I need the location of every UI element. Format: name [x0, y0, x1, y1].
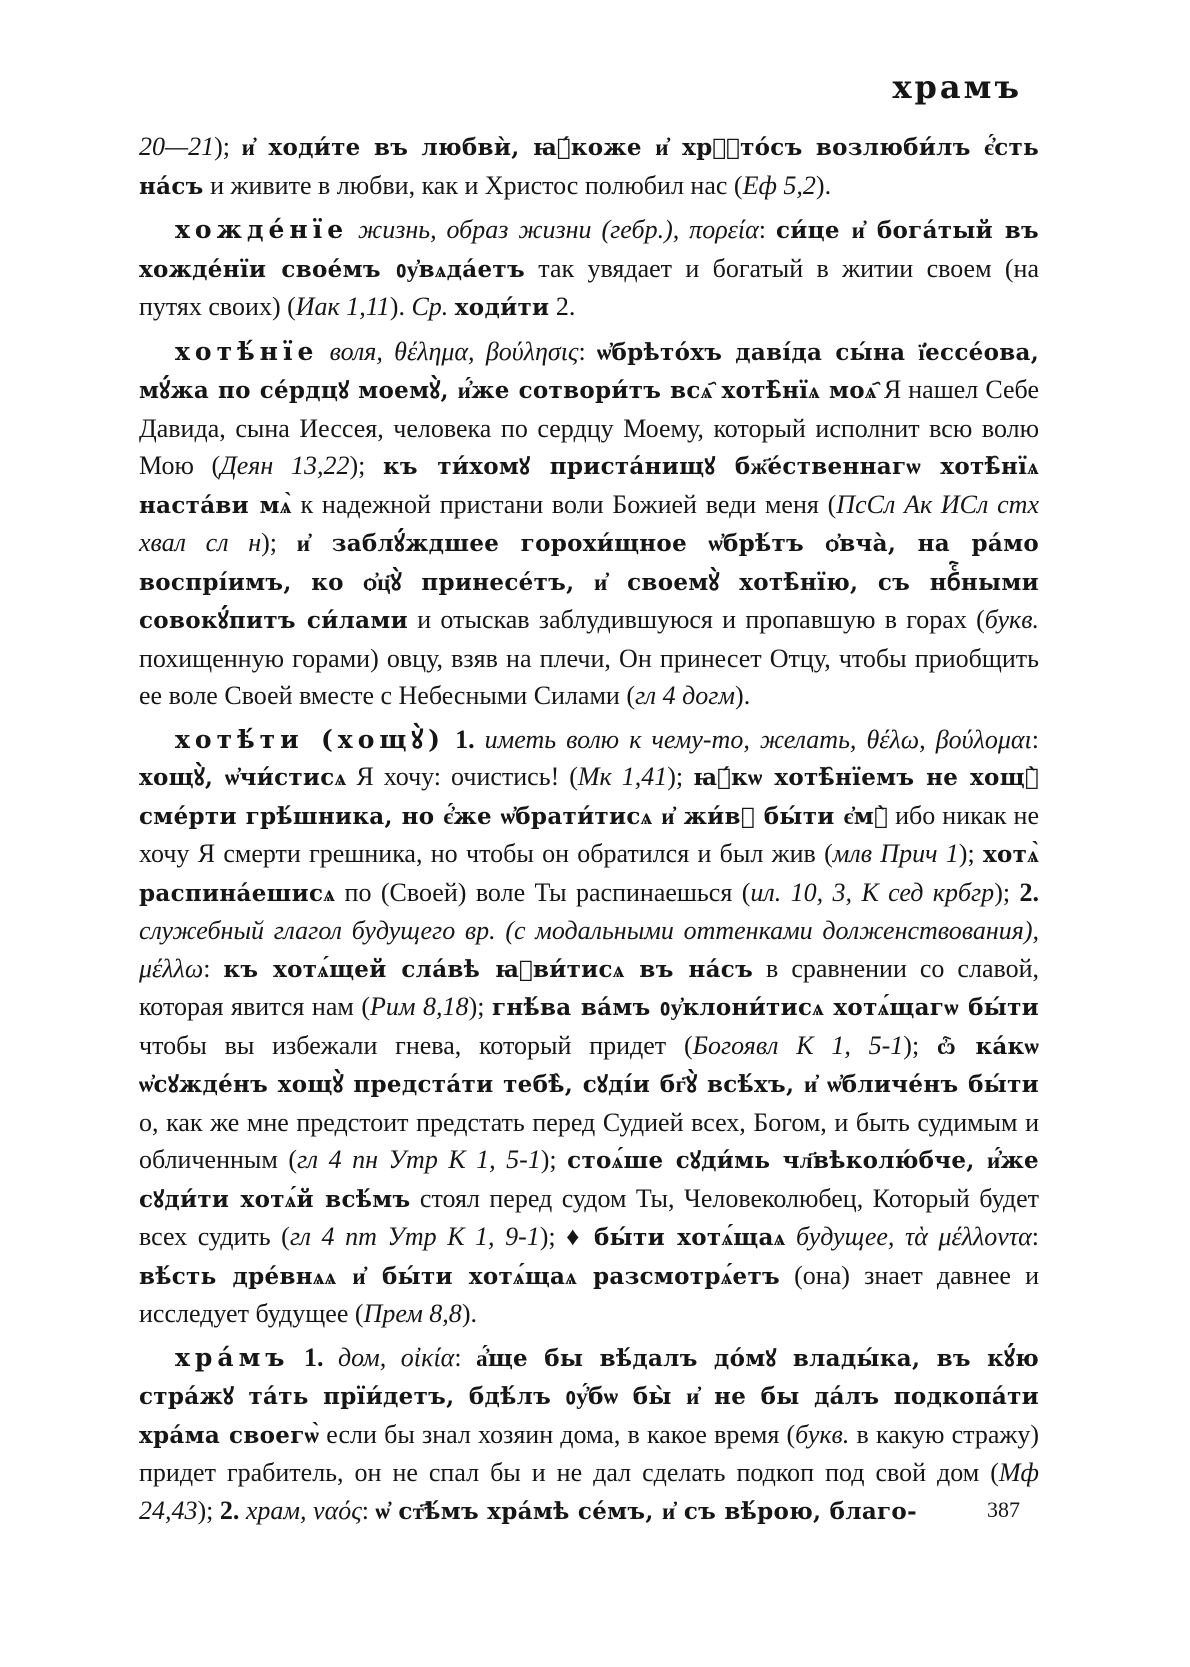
body-text: так увядает и богатый в житии своем (на путях своих) (	[139, 253, 1039, 321]
body-text: ); ♦	[539, 1222, 595, 1251]
church-slavonic-quote: ѡ҆брѣто́хъ даві́да сы́на ї҆ессе́ова, мꙋ́жа по се́рдцꙋ моемꙋ̀, и҆́же сотвори́тъ всѧ҄ хотѣ̑нїѧ моѧ҄	[139, 338, 1040, 404]
body-text	[856, 725, 866, 754]
body-text: Я хочу: очистись! (	[346, 762, 578, 791]
italic-text: 20—21	[139, 132, 215, 161]
text-column	[139, 128, 1039, 1536]
body-text: );	[540, 1145, 568, 1174]
body-text: о, как же мне предстоит предстать перед Судией всех, Богом, и быть судимым и обличенным (	[139, 1107, 1039, 1174]
italic-text: дом,	[337, 1342, 387, 1372]
body-text: по (Своей) воле Ты распинаешься (	[335, 877, 751, 907]
italic-text: букв.	[984, 605, 1039, 634]
church-slavonic-quote: бы́ти хотѧ́щаѧ	[594, 1224, 786, 1251]
italic-text: Прем 8,8	[363, 1299, 462, 1328]
greek-equivalent: ναός	[313, 1495, 362, 1525]
church-slavonic-quote: хотѧ̀ распина́ешисѧ	[139, 841, 1039, 907]
italic-text: Мф 24,43	[139, 1458, 1039, 1525]
greek-equivalent: τὰ μέλλοντα	[904, 1222, 1032, 1251]
body-text: );	[197, 1495, 220, 1525]
italic-text: Богоявл К 1, 5-1	[692, 1030, 904, 1060]
dictionary-entry	[139, 721, 1039, 1333]
body-text	[323, 1343, 338, 1372]
body-text: :	[454, 1342, 477, 1372]
greek-equivalent: μέλλω	[139, 953, 204, 983]
church-slavonic-quote: и҆ ходи́те въ любвѝ, ꙗ҆́коже и҆ хрⷭ҇то́съ возлюби́лъ є҆́сть на́съ	[139, 134, 1039, 200]
body-text: ).	[735, 681, 751, 710]
church-slavonic-quote: ѽ ка́кѡ ѡ҆сꙋжде́нъ хощꙋ̀ предста́ти тебѣ̀, сꙋді́и бг҃ꙋ̀ всѣ́хъ, и҆ ѡ҆бличе́нъ бы́ти	[139, 1032, 1039, 1098]
body-text: ).	[815, 170, 832, 200]
italic-text: храм,	[245, 1495, 307, 1525]
church-slavonic-quote: къ ти́хомꙋ приста́нищꙋ бж҃е́ственнагѡ хотѣ̑нїѧ наста́ви мѧ̀	[139, 453, 1039, 519]
italic-text: Еф 5,2	[742, 170, 816, 200]
greek-equivalent: θέλημα, βούλησις	[394, 336, 579, 366]
body-text: ).	[389, 292, 412, 321]
church-slavonic-quote: и҆ заблꙋ́ждшее горохи́щное ѡ҆брѣ́тъ ѻ҆вча̀, на ра́мо воспрі́имъ, ко ѻ҆ц҃ꙋ̀ принесе́тъ, и҆ своемꙋ̀ хотѣ̑нїю, съ нбⷭ҇ными совокꙋ́питъ си́лами	[139, 530, 1039, 634]
body-text: :	[1031, 1222, 1040, 1251]
italic-text: гл 4 догм	[635, 681, 736, 710]
body-text: :	[361, 1495, 376, 1525]
body-text: если бы знал хозяин дома, в какое время (	[319, 1419, 796, 1449]
italic-text: Иак 1,11	[295, 292, 390, 321]
church-slavonic-quote: ꙗ҆́кѡ хотѣ̑нїемъ не хощꙋ̀ сме́рти грѣ́шника, но є҆́же ѡ҆брати́тисѧ и҆ жи́вꙋ бы́ти є҆мꙋ̀	[139, 764, 1039, 830]
church-slavonic-quote: стоѧ́ше сꙋди́мь чл҃вѣколю́бче, и҆́же сꙋди́ти хотѧ́й всѣ́мъ	[139, 1147, 1039, 1213]
greek-equivalent: οἰκία	[400, 1342, 455, 1372]
italic-text: Деян 13,22	[220, 451, 350, 480]
church-slavonic-quote: гнѣ́ва ва́мъ ᲂу҆клони́тисѧ хотѧ́щагѡ бы́ти	[492, 994, 1039, 1021]
church-slavonic-quote: вѣ́сть дре́внѧѧ и҆ бы́ти хотѧ́щаѧ разсмотрѧ́етъ	[139, 1262, 780, 1290]
body-text: к надежной пристани воли Божией веди меня (	[291, 489, 837, 519]
body-text	[348, 215, 358, 244]
body-text: Я нашел Себе Давида, сына Иессея, человека по сердцу Моему, который исполнит всю волю Мою (	[139, 375, 1039, 480]
body-text: ).	[461, 1299, 477, 1328]
italic-text: иметь волю к чему-то, желать,	[484, 724, 857, 754]
body-text: );	[994, 877, 1020, 907]
greek-equivalent: θέλω, βούλομαι	[866, 724, 1032, 754]
body-text: ибо никак не хочу Я смерти грешника, но чтобы он обратился и был жив (	[139, 800, 1039, 868]
dictionary-entry	[139, 1339, 1039, 1531]
body-text: :	[758, 215, 776, 244]
body-text: :	[578, 336, 597, 366]
headword: хожде́нїе	[175, 215, 349, 244]
body-text: );	[468, 992, 492, 1021]
italic-text: служебный глагол будущего вр. (с модальными оттенками долженствования),	[139, 916, 1039, 945]
sense-number: 2.	[219, 1495, 240, 1525]
italic-text: будущее,	[796, 1222, 895, 1251]
body-text: );	[349, 451, 383, 480]
body-text: );	[261, 528, 297, 557]
body-text	[318, 337, 329, 366]
italic-text: Мк 1,41	[577, 762, 668, 791]
church-slavonic-quote: хощꙋ̀, ѡ҆чи́стисѧ	[139, 764, 347, 791]
body-text: стоял перед судом Ты, Человеколюбец, Который будет всех судить (	[139, 1183, 1039, 1251]
body-text: 2.	[549, 292, 576, 321]
italic-text: млв Прич 1	[832, 839, 959, 868]
headword: хотѣ́ти (хощꙋ̀)	[175, 724, 445, 754]
church-slavonic-quote: си́це и҆ бога́тый въ хожде́нїи свое́мъ ᲂу҆вѧда́етъ	[139, 217, 1040, 283]
page-number: 387	[987, 1497, 1020, 1522]
italic-text: гл 4 пт Утр К 1, 9-1	[289, 1222, 540, 1251]
body-text: :	[203, 953, 224, 983]
body-text: чтобы вы избежали гнева, который придет (	[139, 1030, 693, 1060]
headword: хра́мъ	[175, 1342, 290, 1372]
body-text: );	[903, 1030, 937, 1060]
sense-number: 1.	[303, 1342, 324, 1372]
italic-text: ПсСл Ак ИСл стх хвал сл н	[139, 489, 1039, 557]
church-slavonic-quote: ѡ҆ ст҃ѣ́мъ хра́мѣ се́мъ, и҆ съ вѣ́рою, благо-	[375, 1497, 917, 1525]
body-text: и отыскав заблудившуюся и пропавшую в горах (	[407, 605, 985, 634]
italic-text: гл 4 пн Утр К 1, 5-1	[297, 1145, 541, 1174]
body-text	[679, 215, 689, 244]
body-text	[475, 725, 485, 754]
body-text	[386, 1343, 401, 1372]
italic-text: ил. 10, 3, К сед крбгр	[750, 877, 995, 907]
headword: хотѣ́нїе	[175, 336, 319, 366]
italic-text: воля,	[329, 336, 383, 366]
greek-equivalent: πορεία	[689, 215, 759, 244]
body-text: );	[214, 132, 242, 161]
sense-number: 2.	[1019, 877, 1039, 907]
italic-text: букв.	[795, 1419, 850, 1449]
body-text: :	[1031, 724, 1040, 754]
body-text: (она) знает давнее и исследует будущее (	[139, 1260, 1039, 1328]
entry-continuation	[139, 128, 1039, 205]
body-text: в какую стражу) придет грабитель, он не спал бы и не дал сделать подкоп под свой дом (	[139, 1419, 1039, 1487]
italic-text: жизнь, образ жизни (гебр.),	[358, 215, 680, 244]
body-text: );	[667, 762, 694, 791]
italic-text: Рим 8,18	[370, 992, 469, 1021]
body-text	[383, 337, 394, 366]
running-header: храмъ	[892, 68, 1022, 106]
body-text	[289, 1343, 304, 1372]
dictionary-entry	[139, 211, 1039, 327]
sense-number: 1.	[455, 724, 475, 754]
body-text	[785, 1222, 796, 1251]
body-text: в сравнении со славой, которая явится нам (	[139, 953, 1039, 1021]
italic-text: Ср.	[411, 292, 449, 321]
church-slavonic-quote: ходи́ти	[454, 294, 550, 321]
church-slavonic-quote: къ хотѧ́щей сла́вѣ ꙗ҆ви́тисѧ въ на́съ	[223, 955, 754, 983]
body-text	[894, 1222, 905, 1251]
church-slavonic-quote: а҆́ще бы вѣ́далъ до́мꙋ влады́ка, въ кꙋ́ю стра́жꙋ та́ть прїи́детъ, бдѣ́лъ ᲂу҆́бѡ бы̀ и҆ не бы да́лъ подкопа́ти хра́ма своегѡ̀	[139, 1344, 1039, 1449]
body-text: похищенную горами) овцу, взяв на плечи, Он принесет Отцу, чтобы приобщить ее воле Своей вместе с Небесными Силами (	[139, 643, 1039, 710]
body-text	[445, 725, 455, 754]
dictionary-entry	[139, 333, 1039, 715]
body-text: и живите в любви, как и Христос полюбил нас (	[203, 170, 743, 200]
body-text: );	[958, 839, 983, 868]
